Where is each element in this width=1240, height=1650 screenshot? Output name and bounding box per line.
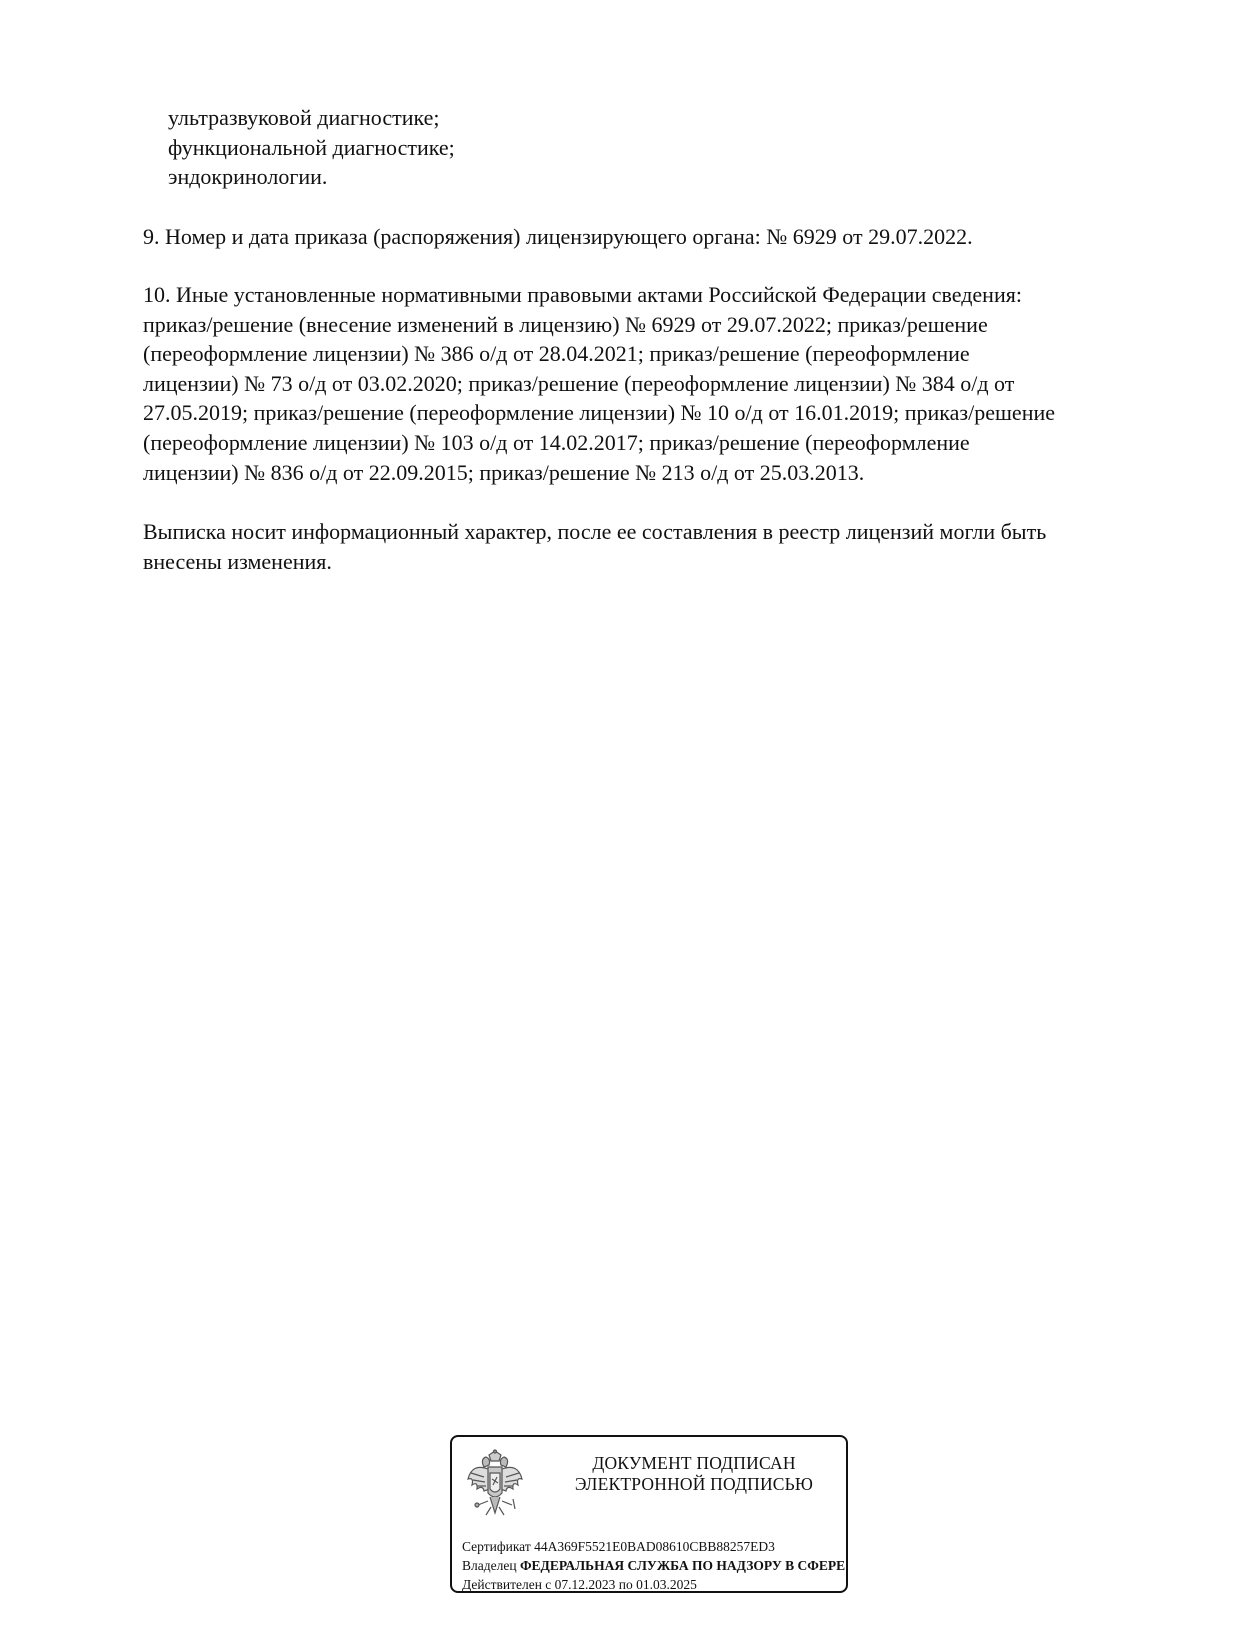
item-9-order-number: 9. Номер и дата приказа (распоряжения) лицензирующего органа: № 6929 от 29.07.2022.: [143, 224, 973, 249]
paragraph-line: Выписка носит информационный характер, после ее составления в реестр лицензий могли быть: [143, 519, 1047, 544]
paragraph-line: 10. Иные установленные нормативными правовыми актами Российской Федерации сведения:: [143, 282, 1022, 307]
validity-line: Действителен с 07.12.2023 по 01.03.2025: [462, 1577, 697, 1592]
paragraph-line: 27.05.2019; приказ/решение (переоформление лицензии) № 10 о/д от 16.01.2019; приказ/решение: [143, 400, 1056, 426]
certificate-label: Сертификат: [462, 1539, 531, 1554]
stamp-details: [462, 1537, 845, 1593]
paragraph-line: лицензии) № 73 о/д от 03.02.2020; приказ/решение (переоформление лицензии) № 384 о/д от: [143, 370, 1015, 396]
list-item: ультразвуковой диагностике;: [168, 105, 440, 130]
list-item: функциональной диагностике;: [168, 134, 455, 160]
stamp-title-line: ДОКУМЕНТ ПОДПИСАН: [592, 1453, 796, 1473]
russian-coat-of-arms-icon: [464, 1449, 526, 1523]
item-10-other-info: [143, 280, 1163, 487]
informational-note: [143, 517, 1163, 576]
stamp-title-line: ЭЛЕКТРОННОЙ ПОДПИСЬЮ: [574, 1474, 814, 1494]
specialty-list: [168, 103, 1188, 192]
paragraph-line: (переоформление лицензии) № 103 о/д от 14.02.2017; приказ/решение (переоформление: [143, 429, 970, 455]
paragraph-line: (переоформление лицензии) № 386 о/д от 28.04.2021; приказ/решение (переоформление: [143, 341, 970, 367]
list-item: эндокринологии.: [168, 164, 328, 190]
electronic-signature-stamp: [450, 1435, 848, 1593]
certificate-value: 44A369F5521E0BAD08610CBB88257ED3: [534, 1539, 775, 1554]
owner-value: ФЕДЕРАЛЬНАЯ СЛУЖБА ПО НАДЗОРУ В СФЕРЕ: [519, 1558, 846, 1573]
paragraph-line: лицензии) № 836 о/д от 22.09.2015; приказ/решение № 213 о/д от 25.03.2013.: [143, 459, 865, 485]
certificate-line: [462, 1537, 845, 1556]
paragraph-line: приказ/решение (внесение изменений в лицензию) № 6929 от 29.07.2022; приказ/решение: [143, 311, 988, 337]
owner-label: Владелец: [462, 1558, 517, 1573]
owner-line: [462, 1556, 845, 1575]
paragraph-line: внесены изменения.: [143, 548, 332, 574]
stamp-title: [544, 1453, 844, 1495]
